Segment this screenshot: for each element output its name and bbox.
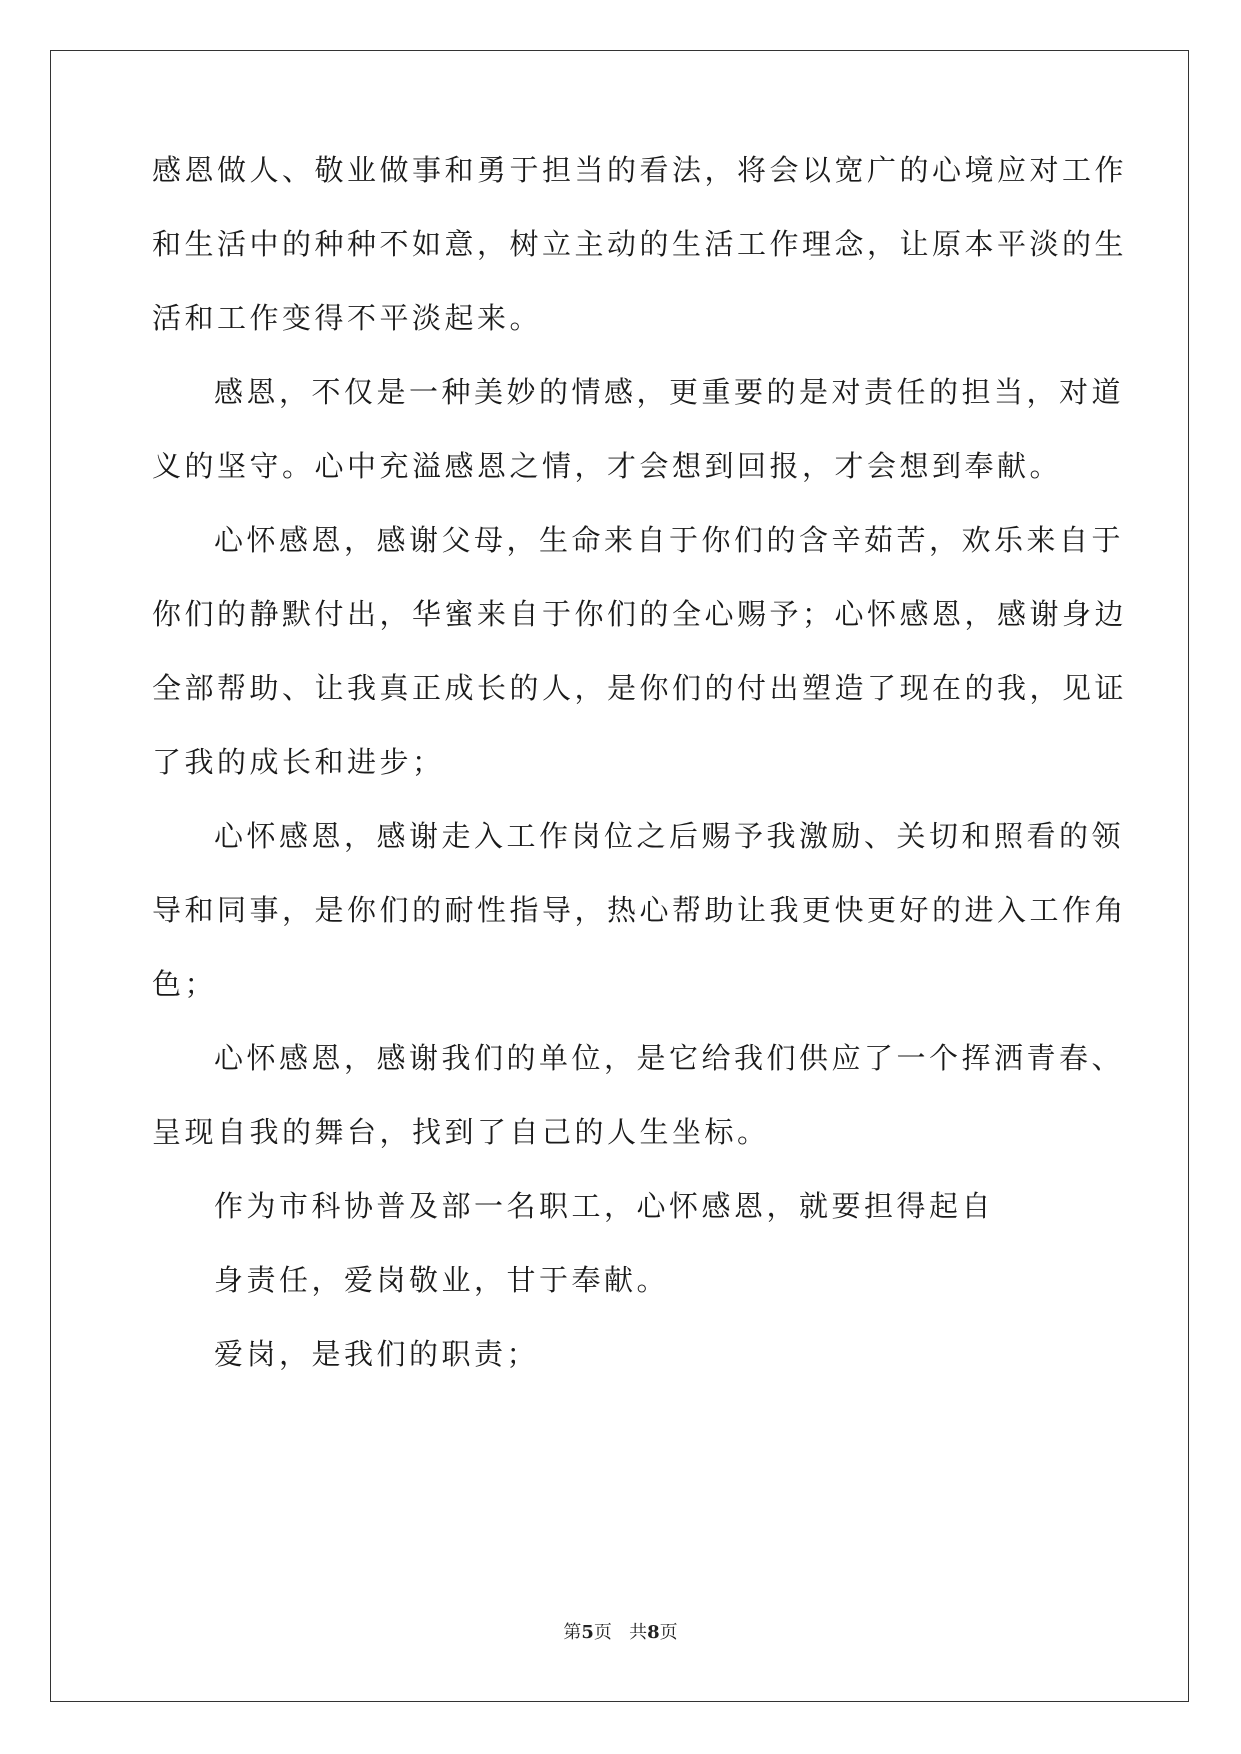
text-line-14: 呈现自我的舞台，找到了自己的人生坐标。 xyxy=(152,1115,770,1149)
footer-total-prefix: 共 xyxy=(629,1622,648,1643)
text-line-8: 全部帮助、让我真正成长的人，是你们的付出塑造了现在的我，见证 xyxy=(152,671,1128,705)
total-pages-number: 8 xyxy=(647,1622,660,1643)
text-line-15: 作为市科协普及部一名职工，心怀感恩，就要担得起自 xyxy=(214,1189,995,1223)
text-line-9: 了我的成长和进步； xyxy=(152,745,445,779)
footer-total-suffix: 页 xyxy=(659,1622,678,1643)
text-line-4: 感恩，不仅是一种美妙的情感，更重要的是对责任的担当，对道 xyxy=(214,375,1125,409)
footer-page-suffix: 页 xyxy=(593,1622,612,1643)
text-line-13: 心怀感恩，感谢我们的单位，是它给我们供应了一个挥洒青春、 xyxy=(214,1041,1125,1075)
text-line-3: 活和工作变得不平淡起来。 xyxy=(152,301,543,335)
text-line-5: 义的坚守。心中充溢感恩之情，才会想到回报，才会想到奉献。 xyxy=(152,449,1063,483)
current-page-number: 5 xyxy=(581,1622,594,1643)
text-line-10: 心怀感恩，感谢走入工作岗位之后赐予我激励、关切和照看的领 xyxy=(214,819,1125,853)
footer-prefix: 第 xyxy=(563,1622,582,1643)
text-line-1: 感恩做人、敬业做事和勇于担当的看法，将会以宽广的心境应对工作 xyxy=(152,153,1128,187)
text-line-2: 和生活中的种种不如意，树立主动的生活工作理念，让原本平淡的生 xyxy=(152,227,1128,261)
page-footer xyxy=(0,1618,1241,1644)
text-line-16: 身责任，爱岗敬业，甘于奉献。 xyxy=(214,1263,670,1297)
text-line-6: 心怀感恩，感谢父母，生命来自于你们的含辛茹苦，欢乐来自于 xyxy=(214,523,1125,557)
text-line-12: 色； xyxy=(152,967,218,1001)
text-line-7: 你们的静默付出，华蜜来自于你们的全心赐予；心怀感恩，感谢身边 xyxy=(152,597,1128,631)
text-line-11: 导和同事，是你们的耐性指导，热心帮助让我更快更好的进入工作角 xyxy=(152,893,1128,927)
text-line-17: 爱岗，是我们的职责； xyxy=(214,1337,540,1371)
